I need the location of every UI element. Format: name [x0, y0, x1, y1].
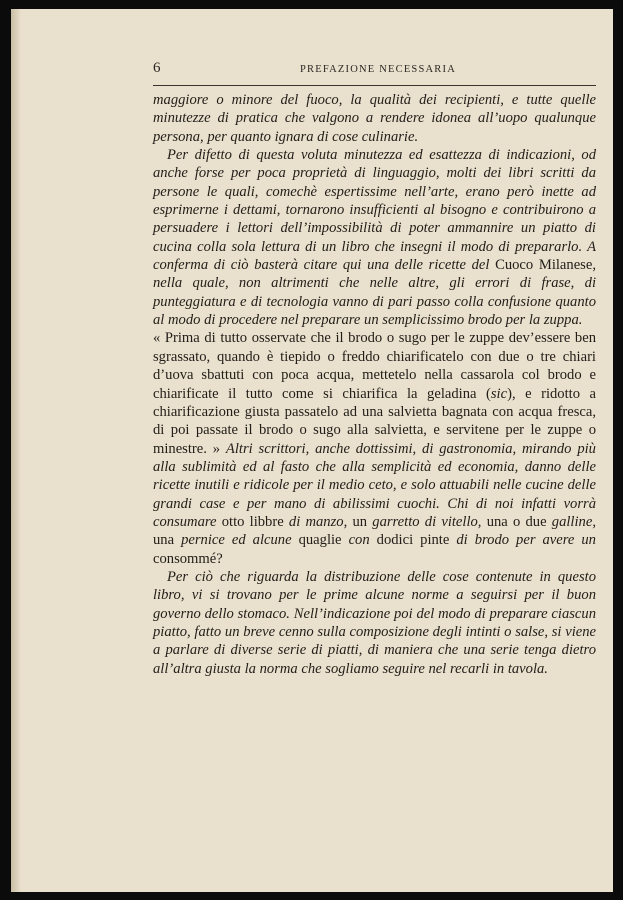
body-text	[153, 91, 596, 678]
quote-part-1: « Prima di tutto osservate che il brodo o sugo per le zuppe dev’essere ben sgrassato, quando è tiepido o freddo chiarificatelo con due o tre chiari d’uova sbattuti con poca acqua, mettetelo nella cassarola col brodo e chiarificate il tutto come si chiarifica la geladina (	[153, 330, 596, 402]
book-title-cuoco-milanese: Cuoco Milanese,	[495, 257, 596, 274]
p2c-text: nella quale, non altrimenti che nelle altre, gli errori di frase, di punteggiatura e di tecnologia vanno di pari passo colla confusione quanto al modo di procedere nel preparare un semplicissimo brodo per la zuppa.	[153, 275, 596, 329]
header-rule	[153, 85, 596, 86]
book-page	[11, 9, 613, 892]
ingredient-5: quaglie	[298, 532, 342, 549]
ingredient-6-note: di brodo per avere un	[456, 532, 596, 549]
consomme: consommé?	[153, 550, 223, 567]
quote-part-2: ), e ridotto a chiarificazione giusta passatelo ad una salvietta bagnata con acqua fresca, di poi passate il brodo o sugo alla salvietta, e servitene per le zuppe o minestre. »	[153, 385, 596, 457]
ingredient-6: dodici pinte	[376, 532, 450, 549]
ingredient-4-note: pernice ed alcune	[181, 532, 292, 549]
ingredient-3-note: galline,	[551, 513, 596, 530]
ingredient-4: una	[153, 532, 175, 549]
after-quote-text: Altri scrittori, anche dottissimi, di gastronomia, mirando più alla sublimità ed al fasto che alla semplicità ed economia, danno delle ricette inutili e ridicole per il medio ceto, e solo attuabili nelle cucine delle grandi case e per mano di abilissimi cuochi. Chi di noi infatti vorrà consumare	[153, 440, 596, 530]
p1-text: maggiore o minore del fuoco, la qualità dei recipienti, e tutte quelle minutezze di pratica che valgono a rendere idonea all’uopo qualunque persona, per quanto ignara di cose culinarie.	[153, 92, 596, 145]
running-head: PREFAZIONE NECESSARIA	[300, 64, 456, 75]
ingredient-2-note: garretto di vitello,	[372, 513, 482, 530]
ingredient-2: un	[352, 513, 368, 530]
ingredient-5-note: con	[348, 532, 370, 549]
ingredient-1-note: di manzo,	[288, 513, 348, 530]
quoted-recipe	[153, 329, 596, 567]
page-number: 6	[153, 60, 161, 76]
p2a-text: Per difetto di questa voluta minutezza ed esattezza di indicazioni, od anche forse per poca proprietà di linguaggio, molti dei libri scritti da persone le quali, comechè espertissime nell’arte, erano però inette ad esprimerne i dettami, tornarono insufficienti al bisogno e contribuirono a persuadere i lettori dell’impossibilità di poter ammannire un piatto di cucina colla sola lettura di un libro che insegni il modo di prepararlo. A conferma di ciò basterà citare qui una delle ricette del	[153, 147, 596, 274]
paragraph-continued	[153, 91, 596, 146]
sic-note: sic	[490, 385, 508, 402]
paragraph-difetto	[153, 146, 596, 329]
ingredient-3: una o due	[486, 513, 547, 530]
p3-text: Per ciò che riguarda la distribuzione delle cose contenute in questo libro, vi si trovano per le prime alcune norme a seguirsi per il buon governo dello stomaco. Nell’indicazione poi del modo di preparare ciascun piatto, fatto un breve cenno sulla composizione degli intinti o salse, si viene a parlare di diverse serie di piatti, di maniera che una serie tenga dietro all’altra giusta la norma che sogliamo seguire nel recarli in tavola.	[153, 568, 596, 677]
ingredient-1: otto libbre	[221, 513, 284, 530]
paragraph-distribuzione	[153, 568, 596, 678]
